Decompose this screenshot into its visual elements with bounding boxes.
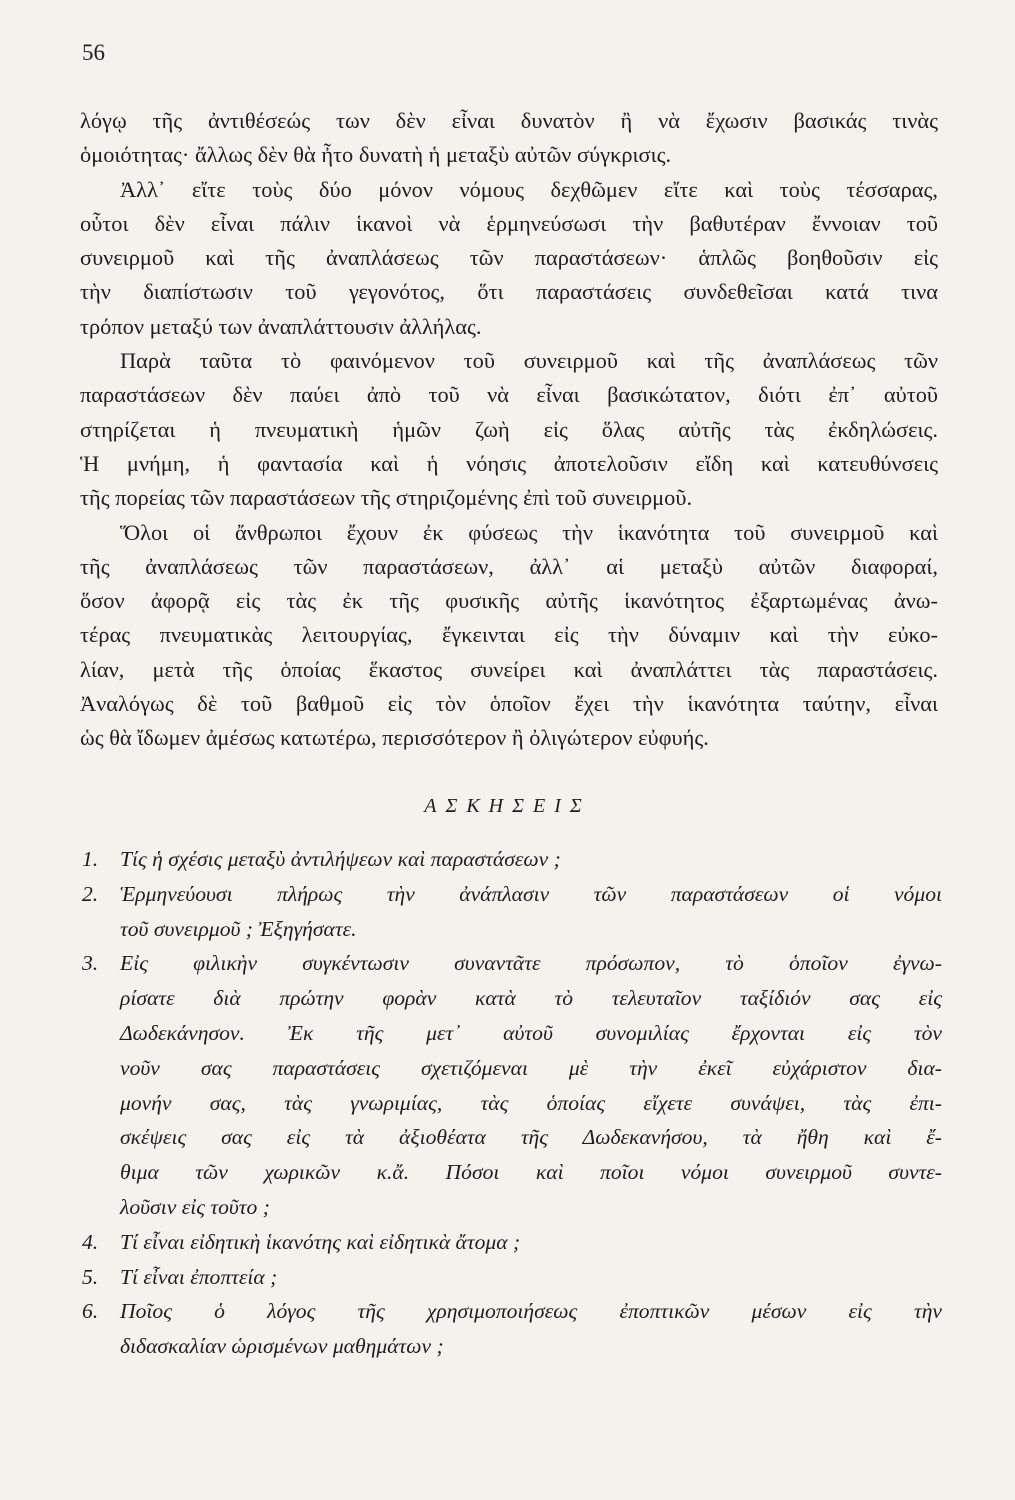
exercise-line: Εἰς φιλικὴν συγκέντωσιν συναντᾶτε πρόσωπον, τὸ ὁποῖον ἐγνω-	[120, 951, 942, 976]
paragraph	[80, 516, 938, 756]
text-line: οὗτοι δὲν εἶναι πάλιν ἱκανοὶ νὰ ἑρμηνεύσωσι τὴν βαθυτέραν ἔννοιαν τοῦ	[80, 210, 938, 236]
exercise-line: Τίς ἡ σχέσις μεταξὺ ἀντιλήψεων καὶ παραστάσεων ;	[120, 847, 561, 871]
exercise-line: ρίσατε διὰ πρώτην φορὰν κατὰ τὸ τελευταῖον ταξίδιόν σας εἰς	[120, 986, 942, 1011]
exercise-text	[120, 842, 942, 877]
exercise-line: νοῦν σας παραστάσεις σχετιζόμεναι μὲ τὴν ἐκεῖ εὐχάριστον δια-	[120, 1055, 942, 1080]
paragraph	[80, 104, 938, 173]
text-line: τέρας πνευματικὰς λειτουργίας, ἔγκεινται εἰς τὴν δύναμιν καὶ τὴν εὐκο-	[80, 622, 938, 648]
exercise-item	[82, 877, 942, 947]
exercise-line: διδασκαλίαν ὡρισμένων μαθημάτων ;	[120, 1334, 444, 1359]
exercise-line: τοῦ συνειρμοῦ ; Ἐξηγήσατε.	[120, 916, 357, 941]
page-number: 56	[82, 40, 105, 65]
text-line: τῆς ἀναπλάσεως τῶν παραστάσεων, ἀλλ᾽ αἱ μεταξὺ αὐτῶν διαφοραί,	[80, 553, 938, 579]
text-line: Παρὰ ταῦτα τὸ φαινόμενον τοῦ συνειρμοῦ καὶ τῆς ἀναπλάσεως τῶν	[120, 348, 938, 374]
text-line: λίαν, μετὰ τῆς ὁποίας ἕκαστος συνείρει καὶ ἀναπλάττει τὰς παραστάσεις.	[80, 656, 938, 682]
exercise-text	[120, 1225, 942, 1260]
exercise-line: Τί εἶναι ἐποπτεία ;	[120, 1264, 278, 1289]
exercise-item	[82, 1260, 942, 1295]
exercise-line: σκέψεις σας εἰς τὰ ἀξιοθέατα τῆς Δωδεκανήσου, τὰ ἤθη καὶ ἔ-	[120, 1125, 942, 1150]
exercise-text	[120, 1260, 942, 1295]
text-line: παραστάσεων δὲν παύει ἀπὸ τοῦ νὰ εἶναι βασικώτατον, διότι ἐπ᾽ αὐτοῦ	[80, 382, 938, 408]
text-line: Ὅλοι οἱ ἄνθρωποι ἔχουν ἐκ φύσεως τὴν ἱκανότητα τοῦ συνειρμοῦ καὶ	[120, 519, 938, 545]
exercise-line: Ποῖος ὁ λόγος τῆς χρησιμοποιήσεως ἐποπτικῶν μέσων εἰς τὴν	[120, 1299, 942, 1324]
exercise-number: 4.	[82, 1229, 99, 1254]
exercise-item	[82, 842, 942, 877]
paragraph	[80, 173, 938, 344]
exercise-line: Τί εἶναι εἰδητικὴ ἱκανότης καὶ εἰδητικὰ ἄτομα ;	[120, 1229, 521, 1254]
text-line: ὁμοιότητας· ἄλλως δὲν θὰ ἦτο δυνατὴ ἡ μεταξὺ αὐτῶν σύγκρισις.	[80, 142, 672, 168]
text-line: ὡς θὰ ἴδωμεν ἀμέσως κατωτέρω, περισσότερον ἢ ὀλιγώτερον εὐφυής.	[80, 725, 709, 751]
paragraph	[80, 344, 938, 515]
exercises-list	[82, 842, 942, 1364]
exercise-line: θιμα τῶν χωρικῶν κ.ἄ. Πόσοι καὶ ποῖοι νόμοι συνειρμοῦ συντε-	[120, 1160, 942, 1185]
exercises-heading: ΑΣΚΗΣΕΙΣ	[424, 795, 591, 817]
exercise-text	[120, 877, 942, 947]
text-line: στηρίζεται ἡ πνευματικὴ ἡμῶν ζωὴ εἰς ὅλας αὐτῆς τὰς ἐκδηλώσεις.	[80, 416, 938, 442]
exercise-text	[120, 946, 942, 1224]
exercise-number: 6.	[82, 1299, 99, 1324]
exercise-number: 3.	[82, 951, 99, 976]
exercise-number: 5.	[82, 1264, 99, 1289]
exercise-item	[82, 946, 942, 1224]
exercise-number: 1.	[82, 847, 99, 871]
text-line: τῆς πορείας τῶν παραστάσεων τῆς στηριζομένης ἐπὶ τοῦ συνειρμοῦ.	[80, 485, 693, 511]
exercise-text	[120, 1294, 942, 1364]
exercise-line: λοῦσιν εἰς τοῦτο ;	[120, 1194, 270, 1219]
text-line: Ἀναλόγως δὲ τοῦ βαθμοῦ εἰς τὸν ὁποῖον ἔχει τὴν ἱκανότητα ταύτην, εἶναι	[80, 691, 938, 717]
exercise-line: Δωδεκάνησον. Ἐκ τῆς μετ᾽ αὐτοῦ συνομιλίας ἔρχονται εἰς τὸν	[120, 1020, 942, 1045]
exercise-line: Ἑρμηνεύουσι πλήρως τὴν ἀνάπλασιν τῶν παραστάσεων οἱ νόμοι	[120, 881, 942, 906]
text-line: Ἀλλ᾽ εἴτε τοὺς δύο μόνον νόμους δεχθῶμεν εἴτε καὶ τοὺς τέσσαρας,	[120, 176, 938, 202]
text-line: συνειρμοῦ καὶ τῆς ἀναπλάσεως τῶν παραστάσεων· ἁπλῶς βοηθοῦσιν εἰς	[80, 245, 938, 271]
exercise-item	[82, 1294, 942, 1364]
text-line: τρόπον μεταξύ των ἀναπλάττουσιν ἀλλήλας.	[80, 313, 482, 339]
exercise-item	[82, 1225, 942, 1260]
text-line: λόγῳ τῆς ἀντιθέσεώς των δὲν εἶναι δυνατὸν ἢ νὰ ἔχωσιν βασικάς τινὰς	[80, 108, 938, 133]
text-line: ὅσον ἀφορᾷ εἰς τὰς ἐκ τῆς φυσικῆς αὐτῆς ἱκανότητος ἐξαρτωμένας ἀνω-	[80, 588, 938, 614]
body-text	[80, 104, 938, 756]
exercise-line: μονήν σας, τὰς γνωριμίας, τὰς ὁποίας εἴχετε συνάψει, τὰς ἐπι-	[120, 1090, 942, 1115]
exercise-number: 2.	[82, 881, 99, 906]
text-line: Ἡ μνήμη, ἡ φαντασία καὶ ἡ νόησις ἀποτελοῦσιν εἴδη καὶ κατευθύνσεις	[80, 450, 938, 476]
text-line: τὴν διαπίστωσιν τοῦ γεγονότος, ὅτι παραστάσεις συνδεθεῖσαι κατά τινα	[80, 279, 938, 305]
